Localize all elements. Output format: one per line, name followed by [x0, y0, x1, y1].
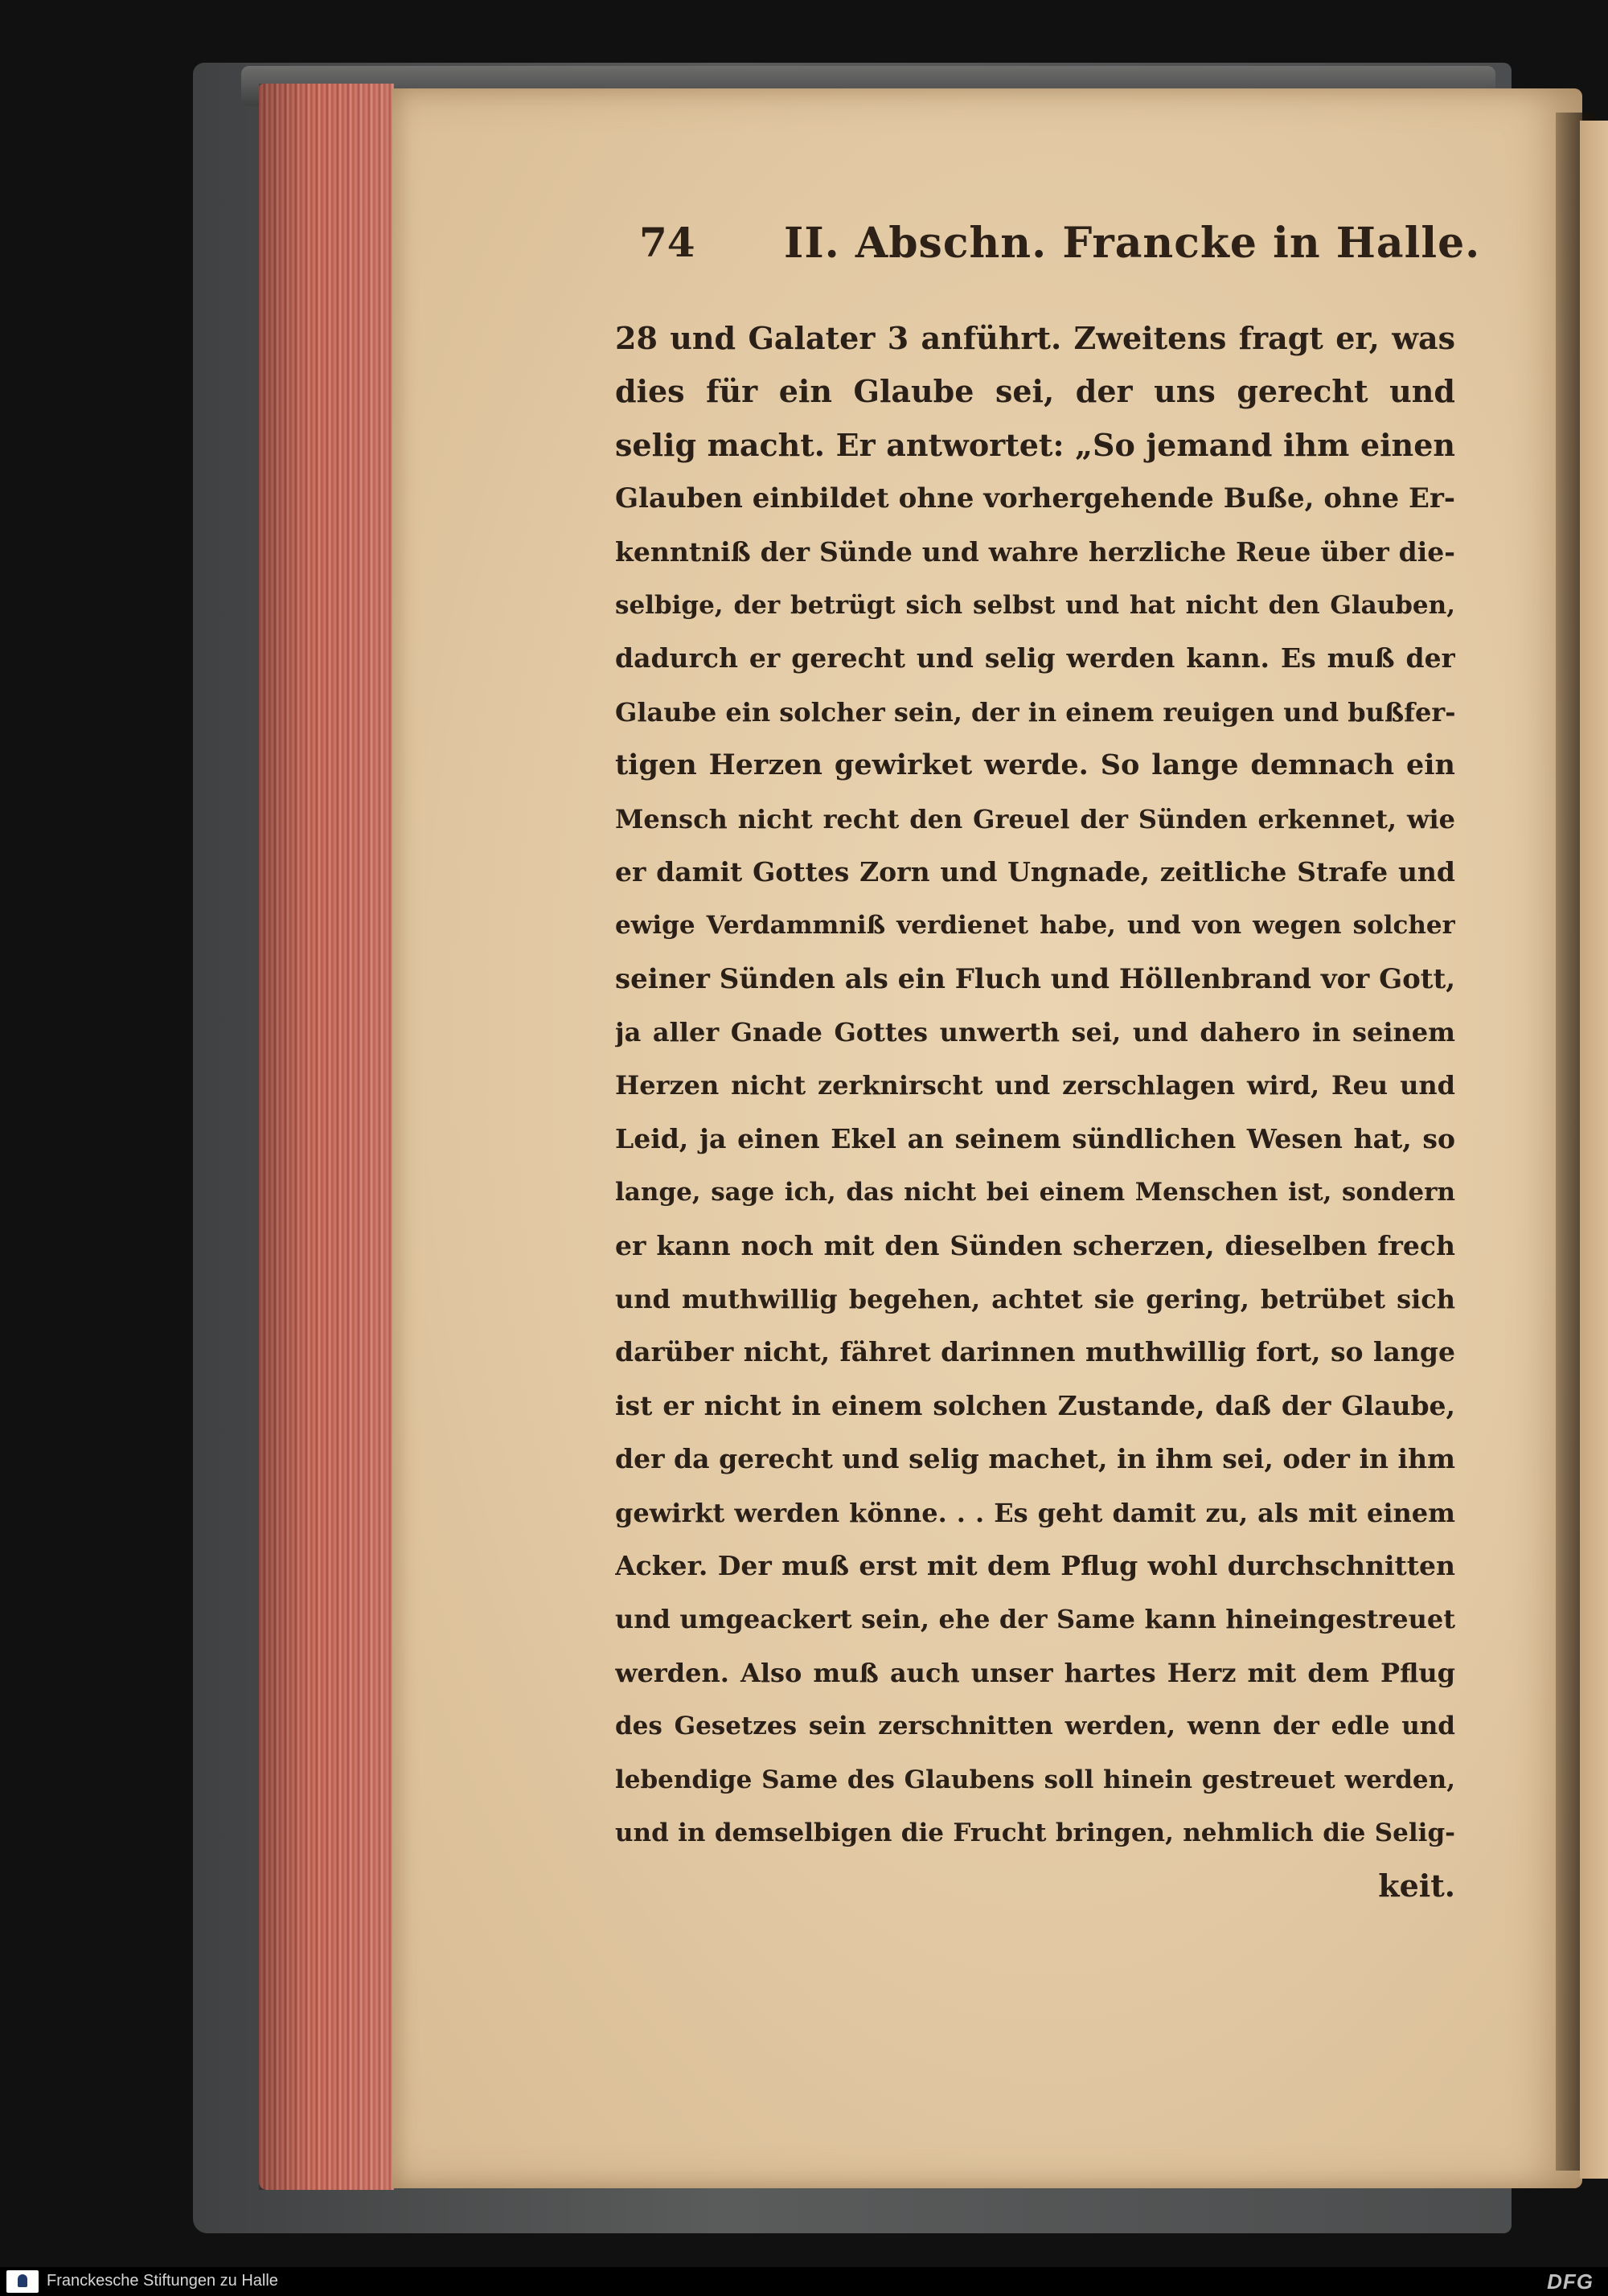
text-line: ja aller Gnade Gottes unwerth sei, und dahero in seinem: [615, 1017, 1455, 1048]
running-head: II. Abschn. Francke in Halle.: [784, 219, 1481, 268]
text-line: Herzen nicht zerknirscht und zerschlagen wird, Reu und: [615, 1070, 1455, 1101]
text-line: er damit Gottes Zorn und Ungnade, zeitliche Strafe und: [615, 855, 1455, 888]
text-line: lange, sage ich, das nicht bei einem Menschen ist, sondern: [615, 1178, 1455, 1207]
text-line: seiner Sünden als ein Fluch und Höllenbrand vor Gott,: [615, 962, 1455, 995]
text-line: Acker. Der muß erst mit dem Pflug wohl durchschnitten: [615, 1549, 1455, 1581]
text-line: gewirkt werden könne. . . Es geht damit zu, als mit einem: [615, 1497, 1455, 1528]
footer-bar: [0, 2267, 1608, 2296]
page-edges-shade: [259, 84, 394, 2190]
text-line: er kann noch mit den Sünden scherzen, dieselben frech: [615, 1229, 1455, 1261]
text-line: Glaube ein solcher sein, der in einem reuigen und bußfer-: [615, 696, 1455, 728]
text-line: 28 und Galater 3 anführt. Zweitens fragt er, was: [615, 320, 1455, 356]
text-line: der da gerecht und selig machet, in ihm sei, oder in ihm: [615, 1443, 1455, 1475]
text-line: werden. Also muß auch unser hartes Herz mit dem Pflug: [615, 1657, 1455, 1688]
institution-name: Franckesche Stiftungen zu Halle: [47, 2272, 278, 2290]
text-line: selig macht. Er antwortet: „So jemand ihm einen: [615, 426, 1455, 463]
text-line: Mensch nicht recht den Greuel der Sünden erkennet, wie: [615, 803, 1455, 834]
text-line: ewige Verdammniß verdienet habe, und von wegen solcher: [615, 911, 1455, 941]
body-text: [615, 312, 1455, 1913]
page-number: 74: [639, 219, 695, 266]
text-line: und umgeackert sein, ehe der Same kann hineingestreuet: [615, 1604, 1455, 1635]
catchword: keit.: [1378, 1868, 1455, 1904]
text-line: kenntniß der Sünde und wahre herzliche Reue über die-: [615, 535, 1455, 568]
text-line: lebendige Same des Glaubens soll hinein gestreuet werden,: [615, 1765, 1455, 1794]
text-line: dadurch er gerecht und selig werden kann. Es muß der: [615, 642, 1455, 674]
dfg-logo: DFG: [1547, 2269, 1594, 2294]
text-line: und muthwillig begehen, achtet sie gering, betrübet sich: [615, 1284, 1455, 1315]
text-line: darüber nicht, fähret darinnen muthwillig fort, so lange: [615, 1336, 1455, 1368]
institution-logo-icon: [6, 2270, 39, 2293]
text-line: Glauben einbildet ohne vorhergehende Buße, ohne Er-: [615, 482, 1455, 515]
text-line: ist er nicht in einem solchen Zustande, daß der Glaube,: [615, 1389, 1455, 1421]
page-header: [639, 219, 1481, 275]
text-line: selbige, der betrügt sich selbst und hat nicht den Glauben,: [615, 590, 1455, 620]
text-line: dies für ein Glaube sei, der uns gerecht und: [615, 373, 1455, 410]
facing-page-edge: [1580, 121, 1608, 2179]
text-line: und in demselbigen die Frucht bringen, nehmlich die Selig-: [615, 1818, 1455, 1847]
text-line: tigen Herzen gewirket werde. So lange demnach ein: [615, 748, 1455, 782]
text-line: des Gesetzes sein zerschnitten werden, wenn der edle und: [615, 1712, 1455, 1741]
text-line: Leid, ja einen Ekel an seinem sündlichen Wesen hat, so: [615, 1122, 1455, 1154]
